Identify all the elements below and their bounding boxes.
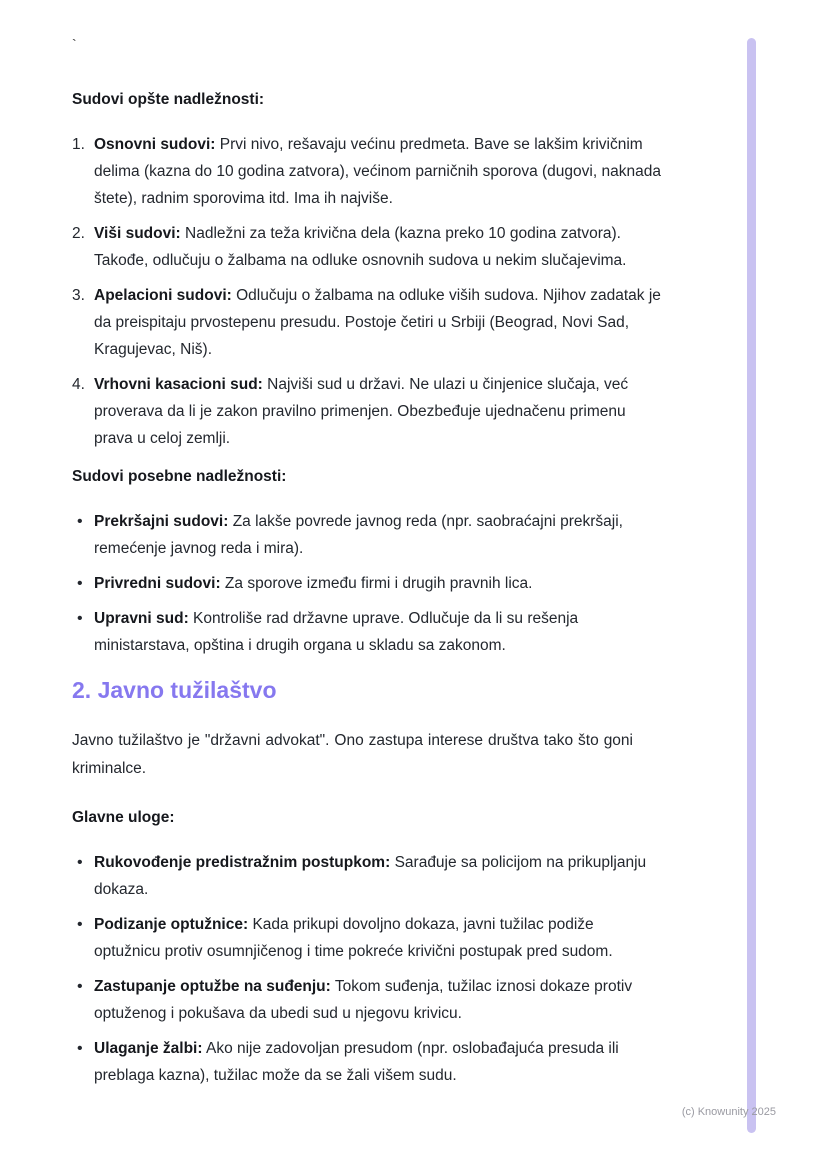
bullet-list-special-courts xyxy=(72,508,662,659)
term-label: Rukovođenje predistražnim postupkom: xyxy=(94,854,391,871)
list-number: 3. xyxy=(72,287,85,304)
bullet-icon xyxy=(72,849,94,876)
footer-credit: (c) Knowunity 2025 xyxy=(681,1106,776,1118)
term-description: Tokom suđenja, tužilac iznosi dokaze protiv optuženog i pokušava da ubedi sud u njegovu krivicu. xyxy=(94,978,633,1022)
list-item-text xyxy=(94,911,662,965)
bullet-icon xyxy=(72,1035,94,1062)
document-content xyxy=(72,0,662,1097)
list-item xyxy=(72,282,662,363)
section-heading-javno-tuzilastvo: 2. Javno tužilaštvo xyxy=(72,677,277,703)
heading-sudovi-posebne-nadleznosti: Sudovi posebne nadležnosti: xyxy=(72,468,287,485)
term-description: Odlučuju o žalbama na odluke viših sudova. Njihov zadatak je da preispitaju prvostepenu presudu. Postoje četiri u Srbiji (Beograd, Novi Sad, Kragujevac, Niš). xyxy=(94,287,661,358)
list-item xyxy=(72,973,662,1027)
term-description: Za lakše povrede javnog reda (npr. saobraćajni prekršaji, remećenje javnog reda i mira). xyxy=(94,513,623,557)
term-description: Kada prikupi dovoljno dokaza, javni tužilac podiže optužnicu protiv osumnjičenog i time pokreće krivični postupak pred sudom. xyxy=(94,916,613,960)
term-label: Osnovni sudovi: xyxy=(94,136,216,153)
stray-backtick: ` xyxy=(72,36,77,52)
intro-paragraph: Javno tužilaštvo je "državni advokat". Ono zastupa interese društva tako što goni kriminalce. xyxy=(72,732,633,777)
term-label: Podizanje optužnice: xyxy=(94,916,249,933)
bullet-icon xyxy=(72,570,94,597)
ordered-list-general-courts xyxy=(72,131,662,452)
term-description: Za sporove između firmi i drugih pravnih lica. xyxy=(220,575,533,592)
term-label: Privredni sudovi: xyxy=(94,575,221,592)
list-item xyxy=(72,508,662,562)
term-description: Nadležni za teža krivična dela (kazna preko 10 godina zatvora). Takođe, odlučuju o žalbama na odluke osnovnih sudova u nekim slučajevima. xyxy=(94,225,627,269)
bullet-icon xyxy=(72,973,94,1000)
bullet-icon xyxy=(72,508,94,535)
term-description: Ako nije zadovoljan presudom (npr. oslobađajuća presuda ili preblaga kazna), tužilac može da se žali višem sudu. xyxy=(94,1040,619,1084)
bullet-icon xyxy=(72,911,94,938)
list-item xyxy=(72,371,662,452)
heading-sudovi-opste-nadleznosti: Sudovi opšte nadležnosti: xyxy=(72,91,265,108)
list-item xyxy=(72,911,662,965)
list-item-text xyxy=(94,371,662,452)
term-label: Ulaganje žalbi: xyxy=(94,1040,203,1057)
list-number: 2. xyxy=(72,225,85,242)
list-item xyxy=(72,1035,662,1089)
list-item xyxy=(72,220,662,274)
list-item-text xyxy=(94,508,662,562)
term-label: Viši sudovi: xyxy=(94,225,181,242)
list-item xyxy=(72,605,662,659)
list-item-text xyxy=(94,605,662,659)
list-number: 1. xyxy=(72,136,85,153)
list-item-text xyxy=(94,282,662,363)
list-item-text xyxy=(94,849,662,903)
heading-glavne-uloge: Glavne uloge: xyxy=(72,809,175,826)
scrollbar-thumb[interactable] xyxy=(747,38,756,1133)
term-description: Sarađuje sa policijom na prikupljanju dokaza. xyxy=(94,854,647,898)
term-description: Prvi nivo, rešavaju većinu predmeta. Bave se lakšim krivičnim delima (kazna do 10 godina zatvora), većinom parničnih sporova (dugovi, naknada štete), radnim sporovima itd. Ima ih najviše. xyxy=(94,136,661,207)
term-description: Najviši sud u državi. Ne ulazi u činjenice slučaja, već proverava da li je zakon pravilno primenjen. Obezbeđuje ujednačenu primenu prava u celoj zemlji. xyxy=(94,376,629,447)
list-item-text xyxy=(94,1035,662,1089)
list-item-text xyxy=(94,220,662,274)
bullet-list-roles xyxy=(72,849,662,1089)
list-item-text xyxy=(94,131,662,212)
list-item xyxy=(72,570,662,597)
term-label: Prekršajni sudovi: xyxy=(94,513,229,530)
list-item xyxy=(72,849,662,903)
list-number: 4. xyxy=(72,376,85,393)
term-description: Kontroliše rad državne uprave. Odlučuje da li su rešenja ministarstava, opština i drugih organa u skladu sa zakonom. xyxy=(94,610,579,654)
list-item xyxy=(72,131,662,212)
list-item-text xyxy=(94,973,662,1027)
term-label: Upravni sud: xyxy=(94,610,189,627)
term-label: Zastupanje optužbe na suđenju: xyxy=(94,978,331,995)
term-label: Vrhovni kasacioni sud: xyxy=(94,376,263,393)
list-item-text xyxy=(94,570,662,597)
bullet-icon xyxy=(72,605,94,632)
term-label: Apelacioni sudovi: xyxy=(94,287,232,304)
